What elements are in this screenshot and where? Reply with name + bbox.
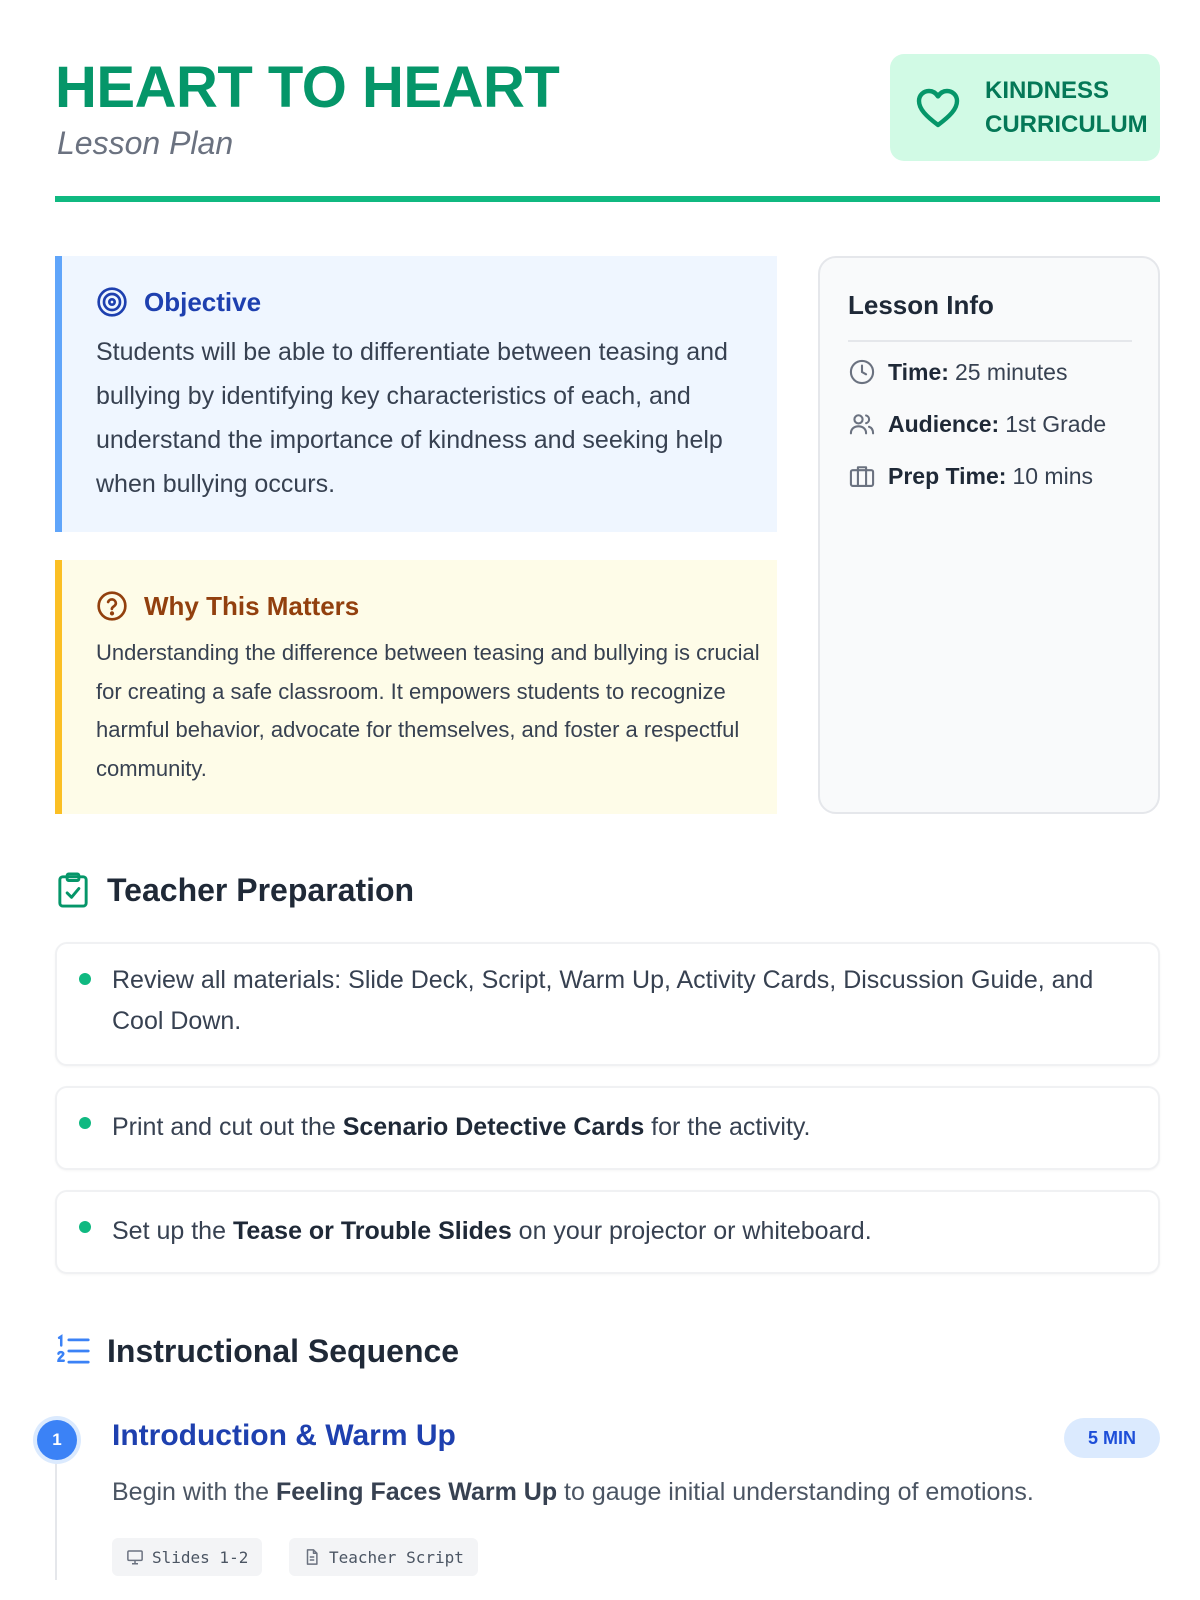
preparation-item-text-bold: Tease or Trouble Slides <box>232 1217 512 1245</box>
divider <box>848 340 1132 342</box>
info-value: 1st Grade <box>1005 410 1107 437</box>
preparation-item-text-plain: for the activity. <box>644 1113 811 1141</box>
preparation-item-text <box>112 1211 1132 1252</box>
question-circle-icon <box>96 590 128 622</box>
numbered-list-icon <box>55 1332 91 1370</box>
preparation-item-text <box>112 1107 1132 1148</box>
heart-icon <box>912 84 964 132</box>
page-subtitle: Lesson Plan <box>57 125 234 161</box>
clipboard-check-icon <box>55 871 91 909</box>
objective-text: Students will be able to differentiate between teasing and bullying by identifying key characteristics of each, and understand the importance of kindness and seeking help when bullying occurs. <box>96 338 728 498</box>
resource-chip-script[interactable] <box>289 1538 478 1576</box>
preparation-item-text-bold: Scenario Detective Cards <box>342 1113 645 1141</box>
preparation-heading-row <box>55 871 414 909</box>
why-box <box>55 560 777 814</box>
preparation-item-text-plain: Print and cut out the <box>112 1113 343 1141</box>
objective-heading-row <box>96 286 261 318</box>
why-text: Understanding the difference between teasing and bullying is crucial for creating a safe classroom. It empowers students to recognize harmful behavior, advocate for themselves, and foster a respectful community. <box>96 640 760 781</box>
resource-chip-slides[interactable] <box>112 1538 262 1576</box>
preparation-item <box>55 1086 1160 1170</box>
info-label: Prep Time: <box>888 462 1007 489</box>
why-heading-row <box>96 590 359 622</box>
preparation-item-text-plain: Review all materials: Slide Deck, Script, Warm Up, Activity Cards, Discussion Guide, and Cool Down. <box>112 966 1094 1035</box>
bullet-dot <box>79 1117 91 1129</box>
preparation-item <box>55 942 1160 1066</box>
preparation-item-text-plain: Set up the <box>112 1217 233 1245</box>
step-description <box>112 1478 1034 1507</box>
timeline-line <box>55 1440 57 1580</box>
info-row-time <box>848 358 1067 386</box>
page-title: HEART TO HEART <box>55 55 560 120</box>
step-number: 1 <box>37 1420 77 1460</box>
monitor-icon <box>126 1548 144 1566</box>
header <box>55 0 1160 202</box>
info-value: 10 mins <box>1012 462 1093 489</box>
preparation-heading: Teacher Preparation <box>107 871 415 908</box>
step-description-plain: Begin with the <box>112 1478 276 1506</box>
sequence-heading: Instructional Sequence <box>107 1332 460 1369</box>
step-duration-badge: 5 MIN <box>1064 1418 1160 1458</box>
badge-label <box>985 74 1148 142</box>
lesson-info-title: Lesson Info <box>848 290 994 320</box>
step-title: Introduction & Warm Up <box>112 1419 456 1452</box>
objective-box <box>55 256 777 532</box>
bullet-dot <box>79 1221 91 1233</box>
resource-label: Teacher Script <box>329 1547 464 1567</box>
resource-label: Slides 1-2 <box>152 1547 249 1567</box>
lesson-info-panel <box>818 256 1160 814</box>
step-description-bold: Feeling Faces Warm Up <box>276 1478 558 1506</box>
preparation-item-text-plain: on your projector or whiteboard. <box>511 1217 872 1245</box>
why-heading: Why This Matters <box>144 590 360 621</box>
users-icon <box>848 410 876 438</box>
preparation-item <box>55 1190 1160 1274</box>
preparation-item-text <box>112 960 1132 1042</box>
objective-heading: Objective <box>144 286 262 317</box>
info-row-prep-time <box>848 462 1093 490</box>
target-icon <box>96 286 128 318</box>
sequence-heading-row <box>55 1332 459 1370</box>
briefcase-icon <box>848 462 876 490</box>
info-label: Time: <box>888 358 949 385</box>
bullet-dot <box>79 973 91 985</box>
badge-line-2: CURRICULUM <box>985 111 1148 138</box>
clock-icon <box>848 358 876 386</box>
step-description-plain: to gauge initial understanding of emotions. <box>557 1478 1034 1506</box>
info-row-audience <box>848 410 1106 438</box>
curriculum-badge <box>890 54 1160 161</box>
badge-line-1: KINDNESS <box>985 77 1110 104</box>
info-label: Audience: <box>888 410 1000 437</box>
document-icon <box>303 1548 321 1566</box>
lesson-plan-page <box>52 0 1160 1567</box>
info-value: 25 minutes <box>954 358 1068 385</box>
